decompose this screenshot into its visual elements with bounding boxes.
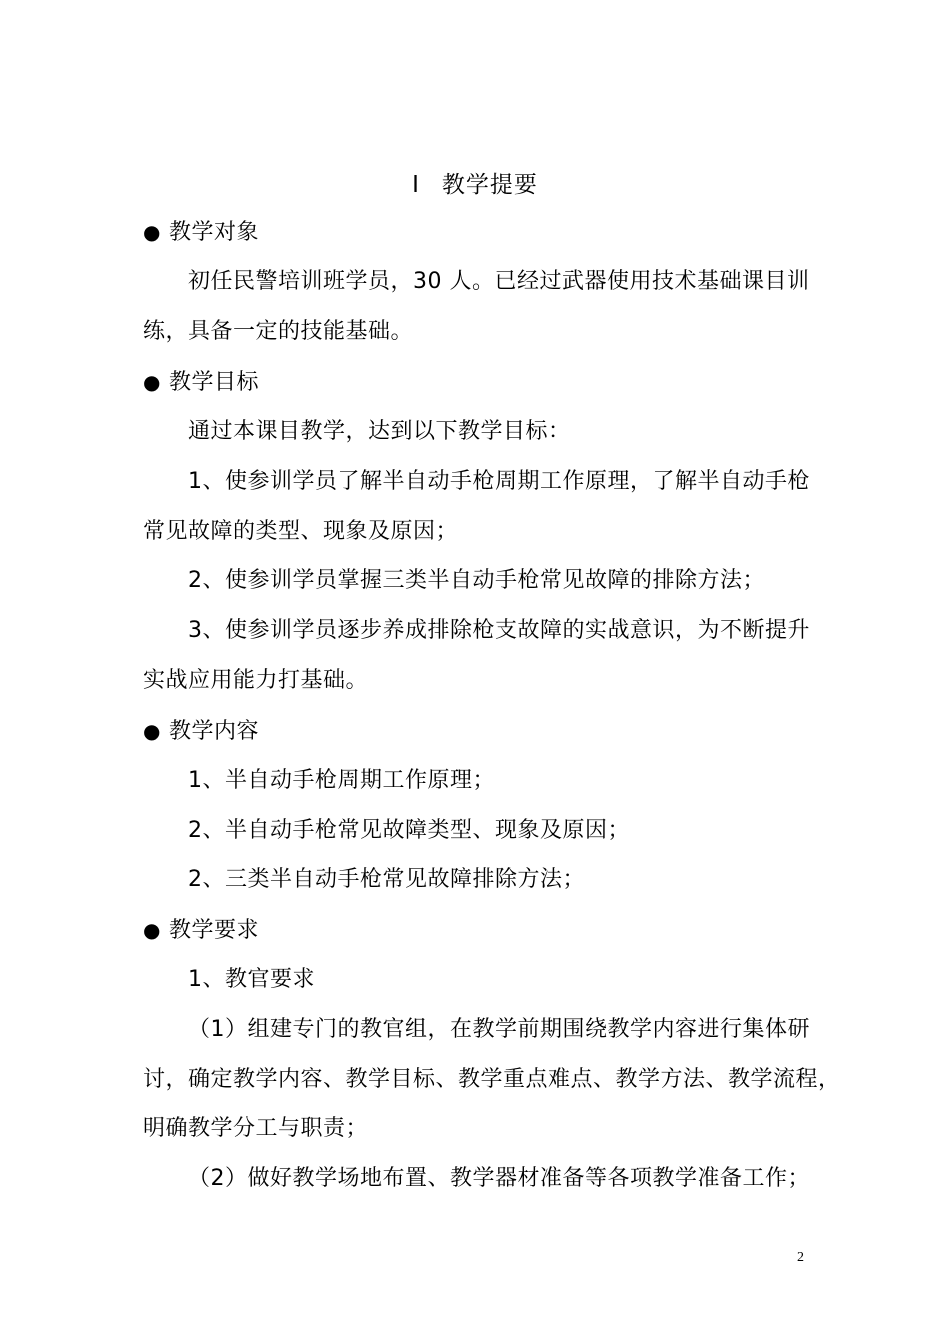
heading-text: 教学目标 <box>169 370 260 395</box>
paragraph-line: 初任民警培训班学员，30 人。已经过武器使用技术基础课目训 <box>188 269 810 294</box>
paragraph-line: 2、半自动手枪常见故障类型、现象及原因； <box>188 818 630 843</box>
heading-text: 教学对象 <box>169 220 260 245</box>
paragraph-line: 通过本课目教学，达到以下教学目标： <box>188 419 571 444</box>
section-number: Ⅰ <box>412 172 420 198</box>
paragraph-line: 1、教官要求 <box>188 967 315 992</box>
paragraph-line: 1、使参训学员了解半自动手枪周期工作原理，了解半自动手枪 <box>188 469 810 494</box>
section-title <box>0 166 950 199</box>
paragraph-line: 实战应用能力打基础。 <box>143 668 369 693</box>
paragraph-line: 2、使参训学员掌握三类半自动手枪常见故障的排除方法； <box>188 568 765 593</box>
paragraph-line: 常见故障的类型、现象及原因； <box>143 519 459 544</box>
bullet-heading-target <box>143 217 813 248</box>
section-title-text: 教学提要 <box>441 172 538 198</box>
bullet-heading-goals <box>143 367 813 398</box>
bullet-icon: ● <box>143 918 161 942</box>
paragraph-line: 2、三类半自动手枪常见故障排除方法； <box>188 867 585 892</box>
paragraph-line: 3、使参训学员逐步养成排除枪支故障的实战意识，为不断提升 <box>188 618 810 643</box>
paragraph-line: 练，具备一定的技能基础。 <box>143 319 414 344</box>
paragraph-line: 讨，确定教学内容、教学目标、教学重点难点、教学方法、教学流程， <box>143 1067 841 1092</box>
bullet-icon: ● <box>143 719 161 743</box>
page-number: 2 <box>797 1250 804 1265</box>
bullet-icon: ● <box>143 220 161 244</box>
heading-text: 教学要求 <box>169 918 260 943</box>
bullet-heading-content <box>143 716 813 747</box>
paragraph-line: 1、半自动手枪周期工作原理； <box>188 768 495 793</box>
paragraph-line: （1）组建专门的教官组，在教学前期围绕教学内容进行集体研 <box>188 1017 810 1042</box>
heading-text: 教学内容 <box>169 719 260 744</box>
paragraph-line: （2）做好教学场地布置、教学器材准备等各项教学准备工作； <box>188 1166 810 1191</box>
paragraph-line: 明确教学分工与职责； <box>143 1116 369 1141</box>
bullet-icon: ● <box>143 370 161 394</box>
bullet-heading-requirements <box>143 915 813 946</box>
